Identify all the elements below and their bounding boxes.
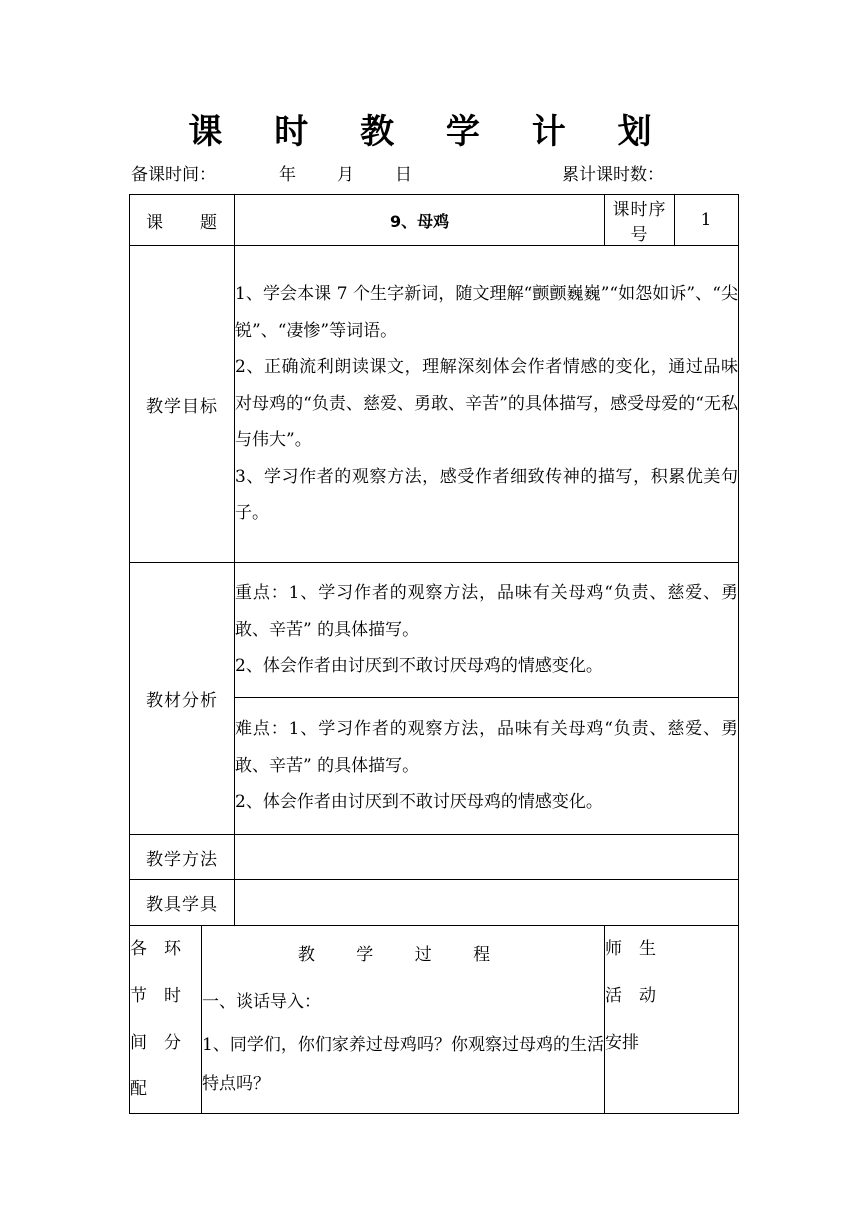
activity-arrangement-line: 活 动	[605, 985, 657, 1006]
activity-arrangement-column	[605, 926, 739, 1114]
method-value	[235, 835, 739, 880]
tools-label: 教具学具	[130, 880, 235, 926]
key-points-content	[235, 563, 739, 698]
teaching-process-content	[202, 926, 605, 1114]
objective-item: 2、正确流利朗读课文，理解深刻体会作者情感的变化，通过品味对母鸡的“负责、慈爱、勇敢、辛苦”的具体描写，感受母爱的“无私与伟大”。	[235, 357, 739, 451]
activity-arrangement-line: 安排	[605, 1032, 640, 1053]
tools-value	[235, 880, 739, 926]
analysis-label: 教材分析	[130, 563, 235, 835]
objective-item: 1、学会本课 7 个生字新词，随文理解“颤颤巍巍”“如怨如诉”、“尖锐”、“凄惨”等词语。	[235, 284, 739, 341]
teaching-process-heading: 教 学 过 程	[297, 945, 509, 965]
prep-time-label: 备课时间：	[131, 165, 216, 185]
time-allocation-line: 节 时	[130, 985, 181, 1006]
page-title: 课 时 教 学 计 划	[188, 112, 672, 152]
difficult-points-content	[235, 698, 739, 835]
objectives-label: 教学目标	[130, 246, 235, 563]
topic-value: 9、母鸡	[235, 195, 605, 246]
activity-arrangement-line: 师 生	[605, 939, 657, 959]
lesson-sequence-value: 1	[675, 195, 739, 246]
objectives-content	[235, 246, 739, 563]
topic-label: 课 题	[130, 195, 235, 246]
day-label: 日	[395, 165, 412, 185]
process-line: 1、同学们，你们家养过母鸡吗？你观察过母鸡的生活特点吗？	[202, 1034, 605, 1094]
time-allocation-column	[130, 926, 202, 1114]
process-line: 一、谈话导入：	[202, 991, 321, 1012]
method-label: 教学方法	[130, 835, 235, 880]
objective-item: 3、学习作者的观察方法，感受作者细致传神的描写，积累优美句子。	[235, 466, 739, 524]
lesson-sequence-label: 课时序号	[605, 195, 675, 246]
year-label: 年	[279, 165, 296, 185]
time-allocation-line: 间 分	[130, 1032, 181, 1053]
difficult-point-item: 2、体会作者由讨厌到不敢讨厌母鸡的情感变化。	[235, 792, 603, 813]
lesson-plan-table	[129, 194, 739, 1114]
cumulative-hours-label: 累计课时数：	[562, 165, 664, 185]
month-label: 月	[337, 165, 354, 185]
time-allocation-line: 配	[130, 1079, 147, 1100]
difficult-point-item: 难点：1、学习作者的观察方法，品味有关母鸡“负责、慈爱、勇敢、辛苦” 的具体描写。	[235, 719, 739, 776]
key-point-item: 重点：1、学习作者的观察方法，品味有关母鸡“负责、慈爱、勇敢、辛苦” 的具体描写。	[235, 583, 739, 640]
key-point-item: 2、体会作者由讨厌到不敢讨厌母鸡的情感变化。	[235, 656, 603, 677]
time-allocation-line: 各 环	[130, 939, 181, 959]
